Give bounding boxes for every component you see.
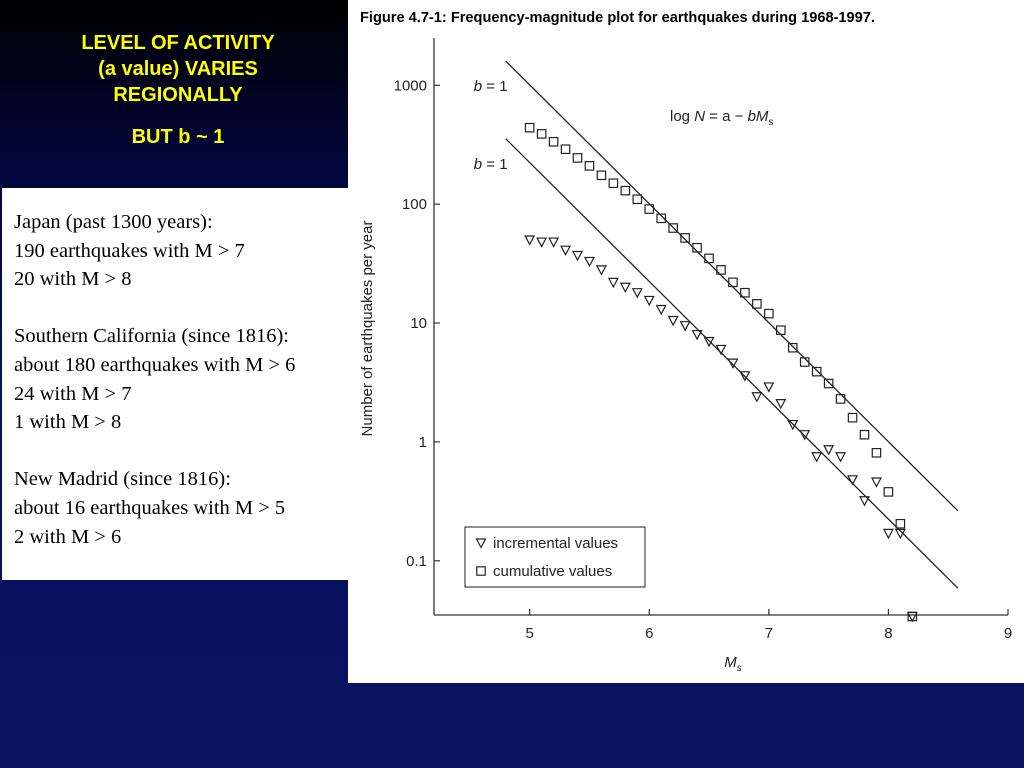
incremental-point <box>800 431 809 440</box>
text-line: 2 with M > 6 <box>14 525 122 548</box>
incremental-point <box>693 331 702 340</box>
incremental-point <box>860 497 869 506</box>
cumulative-point <box>621 186 629 194</box>
incremental-point <box>884 529 893 538</box>
fit-line-label: b = 1 <box>473 155 508 173</box>
incremental-point <box>728 359 737 368</box>
cumulative-point <box>681 234 689 242</box>
y-tick-label: 0.1 <box>406 552 427 570</box>
text-line: Southern California (since 1816): <box>14 325 289 348</box>
cumulative-point <box>824 379 832 387</box>
y-tick-label: 1000 <box>393 77 427 95</box>
incremental-point <box>633 289 642 298</box>
chart-annotations <box>474 78 774 173</box>
fit-line-b1 <box>506 61 958 511</box>
frequency-magnitude-figure <box>348 0 1024 683</box>
chart-axes <box>359 38 1012 674</box>
cumulative-point <box>609 179 617 187</box>
headline-line-2: (a value) VARIES <box>98 58 258 80</box>
incremental-point <box>609 278 618 287</box>
x-tick-label: 5 <box>525 625 534 642</box>
text-line: 190 earthquakes with M > 7 <box>14 239 245 262</box>
incremental-point <box>764 383 773 392</box>
cumulative-point <box>777 326 785 334</box>
x-tick-label: 6 <box>645 625 654 642</box>
x-tick-label: 8 <box>884 625 893 642</box>
incremental-point <box>776 400 785 409</box>
y-tick-label: 1 <box>418 433 427 451</box>
text-line: 20 with M > 8 <box>14 268 132 291</box>
cumulative-point <box>561 145 569 153</box>
text-line: 24 with M > 7 <box>14 382 132 405</box>
cumulative-point <box>836 395 844 403</box>
cumulative-point <box>753 300 761 308</box>
cumulative-point <box>789 344 797 352</box>
equation-label: $\log N = a - bM_s$ <box>670 108 774 128</box>
y-tick-label: 10 <box>410 315 427 333</box>
incremental-point <box>752 393 761 402</box>
headline-subhead: BUT b ~ 1 <box>131 126 225 148</box>
incremental-point <box>681 322 690 331</box>
incremental-point <box>872 478 881 487</box>
incremental-point <box>597 266 606 275</box>
regional-activity-textbox <box>2 188 348 580</box>
chart-legend <box>465 527 645 587</box>
x-tick-label: 9 <box>1003 625 1013 642</box>
paragraph-japan <box>14 208 348 294</box>
chart-svg <box>348 0 1024 683</box>
headline-line-3: REGIONALLY <box>113 84 243 106</box>
legend-label: incremental values <box>493 535 619 552</box>
y-axis-label: Number of earthquakes per year <box>359 220 376 437</box>
fit-line-b2 <box>506 139 958 588</box>
paragraph-southern-california <box>14 322 348 436</box>
fit-lines <box>506 61 958 588</box>
incremental-point <box>812 453 821 462</box>
cumulative-point <box>597 171 605 179</box>
incremental-point <box>836 453 845 462</box>
x-axis-label: $M_s$ <box>724 654 742 674</box>
text-line: 1 with M > 8 <box>14 411 122 434</box>
y-tick-label: 100 <box>401 196 427 214</box>
text-line: Japan (past 1300 years): <box>14 211 213 233</box>
x-tick-label: 7 <box>764 625 774 642</box>
cumulative-point <box>812 367 820 375</box>
incremental-point <box>549 238 558 247</box>
cumulative-point <box>537 130 545 138</box>
incremental-point <box>573 252 582 260</box>
incremental-point <box>669 317 678 326</box>
text-line: about 180 earthquakes with M > 6 <box>14 353 296 376</box>
incremental-point <box>561 246 570 255</box>
cumulative-point <box>585 162 593 170</box>
chart-title: Figure 4.7-1: Frequency-magnitude plot for earthquakes during 1968-1997. <box>360 10 875 26</box>
cumulative-point <box>860 431 868 439</box>
incremental-point <box>824 446 833 455</box>
cumulative-point <box>549 138 557 146</box>
cumulative-point <box>896 520 904 528</box>
headline-line-1: LEVEL OF ACTIVITY <box>81 32 275 54</box>
cumulative-point <box>573 154 581 162</box>
incremental-point <box>525 236 534 245</box>
legend-label: cumulative values <box>493 563 613 580</box>
fit-line-label: b = 1 <box>473 78 508 96</box>
incremental-point <box>621 283 630 292</box>
cumulative-point <box>872 449 880 457</box>
text-line: about 16 earthquakes with M > 5 <box>14 496 286 519</box>
incremental-point <box>537 238 546 247</box>
text-line: New Madrid (since 1816): <box>14 468 231 491</box>
incremental-point <box>645 296 654 305</box>
incremental-point <box>585 257 594 266</box>
incremental-point <box>908 612 917 621</box>
cumulative-point <box>729 278 737 286</box>
incremental-point <box>657 306 666 315</box>
cumulative-point <box>848 413 856 421</box>
cumulative-point <box>705 254 713 262</box>
cumulative-point <box>633 195 641 203</box>
cumulative-point <box>765 309 773 317</box>
cumulative-point <box>525 123 533 131</box>
paragraph-new-madrid <box>14 465 348 551</box>
cumulative-point <box>884 488 892 496</box>
slide-headline <box>0 30 356 150</box>
